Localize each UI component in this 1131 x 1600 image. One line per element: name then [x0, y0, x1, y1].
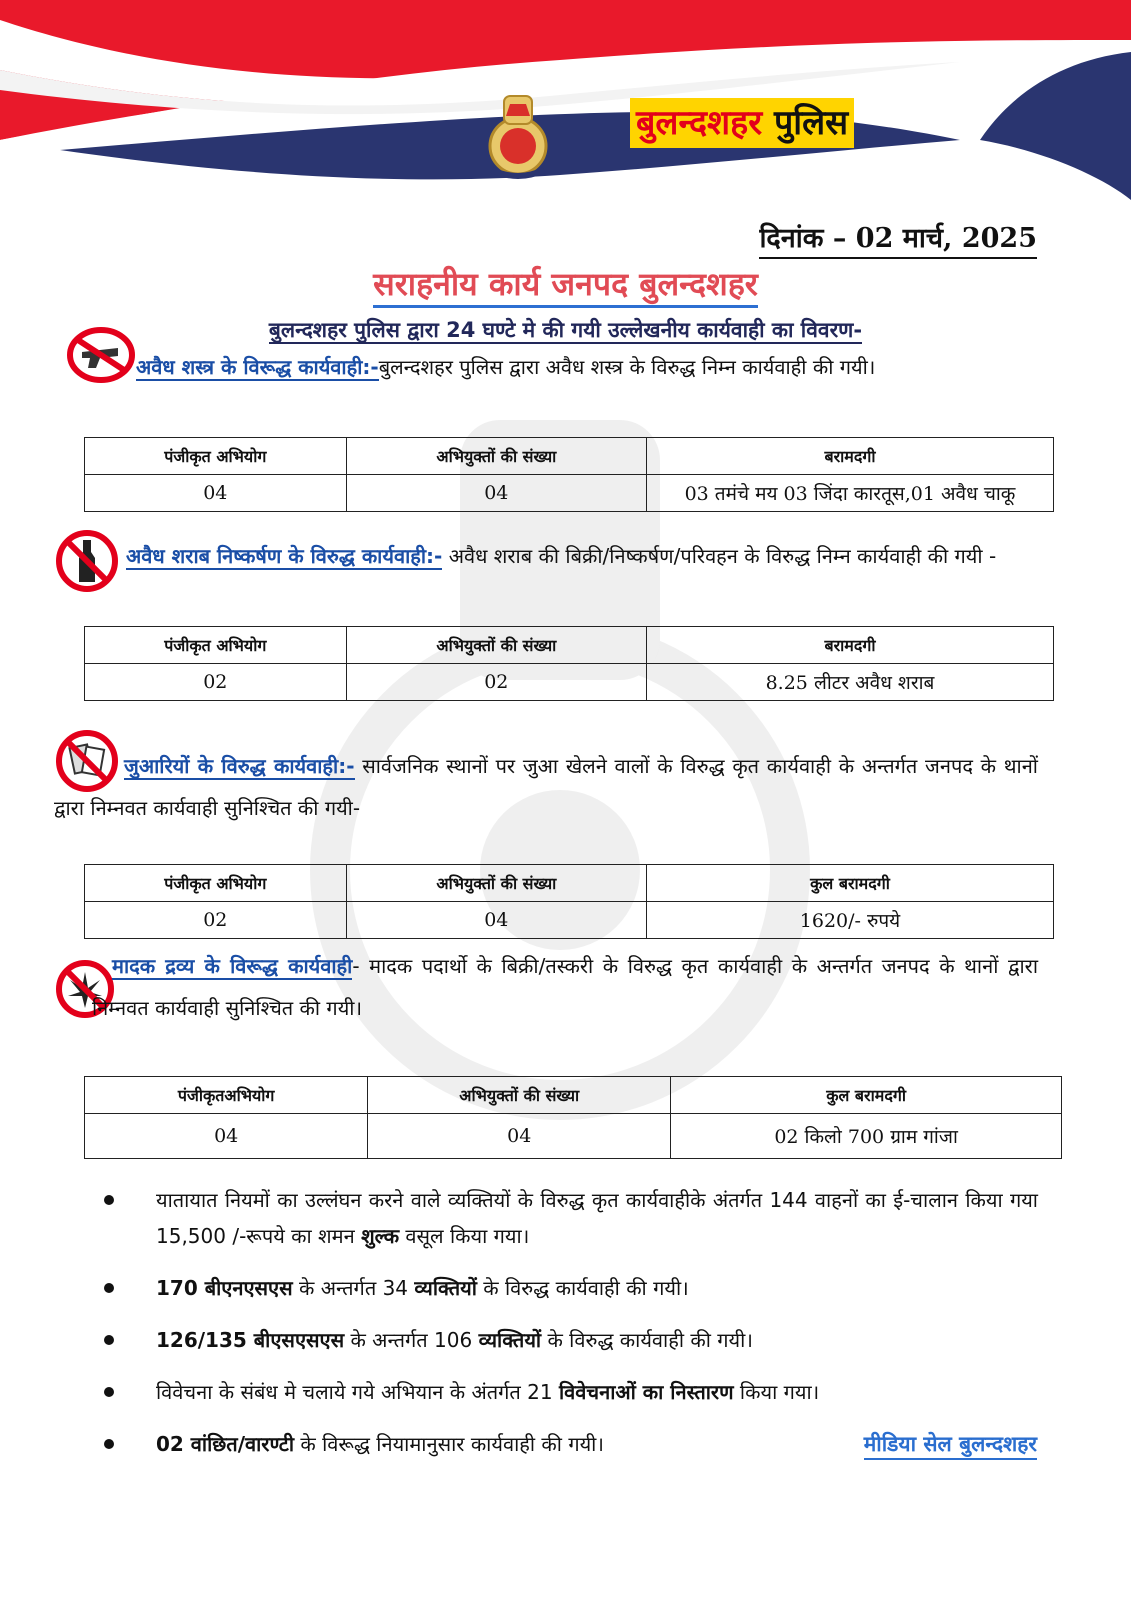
bullet-text: विवेचनाओं का निस्तारण [558, 1380, 734, 1404]
section-4-table [84, 1076, 1062, 1159]
table-row [85, 475, 1054, 512]
table-cell: 04 [85, 475, 347, 512]
table-cell: 04 [346, 902, 646, 939]
bullet-text: के विरूद्ध नियामानुसार कार्यवाही की गयी। [294, 1432, 604, 1456]
brand-district: बुलन्दशहर [636, 103, 763, 143]
table-row [85, 664, 1054, 701]
column-header: पंजीकृत अभियोग [85, 438, 347, 475]
table-cell: 02 [85, 664, 347, 701]
table-cell: 8.25 लीटर अवैध शराब [647, 664, 1054, 701]
summary-bullet-item [90, 1182, 1038, 1254]
section-3-heading: जुआरियों के विरुद्ध कार्यवाही:- [124, 754, 355, 778]
bullet-text: किया गया। [733, 1380, 820, 1404]
table-row [85, 902, 1054, 939]
bullet-text: विवेचना के संबंध मे चलाये गये अभियान के अंतर्गत 21 [156, 1380, 559, 1404]
table-cell: 1620/- रुपये [647, 902, 1054, 939]
table-row [85, 1114, 1062, 1159]
column-header: पंजीकृतअभियोग [85, 1077, 368, 1114]
bullet-text: वसूल किया गया। [399, 1224, 530, 1248]
report-date: दिनांक – 02 मार्च, 2025 [759, 218, 1037, 259]
summary-bullet-item [90, 1270, 1038, 1306]
section-3-table [84, 864, 1054, 939]
section-4-heading: मादक द्रव्य के विरूद्ध कार्यवाही [112, 954, 353, 978]
bullet-text: व्यक्तियों [414, 1276, 477, 1300]
column-header: अभियुक्तों की संख्या [368, 1077, 671, 1114]
section-3-text: जुआरियों के विरुद्ध कार्यवाही:- सार्वजनिक स्थानों पर जुआ खेलने वालों के विरुद्ध कृत कार्यवाही के अन्तर्गत जनपद के थानों द्वारा निम्नवत कार्यवाही सुनिश्चित की गयी- [54, 754, 1038, 820]
column-header: पंजीकृत अभियोग [85, 865, 347, 902]
summary-bullet-item [90, 1374, 1038, 1410]
section-1-text: अवैध शस्त्र के विरूद्ध कार्यवाही:-बुलन्दशहर पुलिस द्वारा अवैध शस्त्र के विरुद्ध निम्न कार्यवाही की गयी। [136, 355, 876, 379]
column-header: कुल बरामदगी [647, 865, 1054, 902]
table-cell: 04 [368, 1114, 671, 1159]
footer-signature: मीडिया सेल बुलन्दशहर [864, 1430, 1037, 1460]
bullet-text: के अन्तर्गत 34 [292, 1276, 415, 1300]
brand-name [630, 98, 854, 148]
bullet-text: के विरुद्ध कार्यवाही की गयी। [541, 1328, 753, 1352]
column-header: अभियुक्तों की संख्या [346, 438, 646, 475]
section-2-heading: अवैध शराब निष्कर्षण के विरुद्ध कार्यवाही:- [126, 544, 443, 568]
brand-police: पुलिस [773, 103, 849, 143]
bullet-text: के विरुद्ध कार्यवाही की गयी। [476, 1276, 689, 1300]
bullet-text: व्यक्तियों [478, 1328, 542, 1352]
column-header: अभियुक्तों की संख्या [346, 865, 646, 902]
bullet-text: 126/135 बीएसएसएस [156, 1328, 345, 1352]
table-cell: 04 [346, 475, 646, 512]
column-header: कुल बरामदगी [671, 1077, 1062, 1114]
column-header: बरामदगी [647, 438, 1054, 475]
section-2-table [84, 626, 1054, 701]
column-header: बरामदगी [647, 627, 1054, 664]
section-4-text: मादक द्रव्य के विरूद्ध कार्यवाही- मादक पदार्थो के बिक्री/तस्करी के विरुद्ध कृत कार्यवाही के अन्तर्गत जनपद के थानों द्वारा निम्नवत कार्यवाही सुनिश्चित की गयी। [92, 954, 1038, 1020]
bullet-text: 02 वांछित/वारण्टी [156, 1432, 295, 1456]
bullet-text: यातायात नियमों का उल्लंघन करने वाले व्यक्तियों के विरुद्ध कृत कार्यवाहीके अंतर्गत 144 वाहनों का ई-चालान किया गया 15,500 /-रूपये का शमन [156, 1188, 1038, 1248]
column-header: पंजीकृत अभियोग [85, 627, 347, 664]
table-cell: 02 [85, 902, 347, 939]
bullet-text: शुल्क [361, 1224, 400, 1248]
table-cell: 02 [346, 664, 646, 701]
section-1-table [84, 437, 1054, 512]
table-cell: 02 किलो 700 ग्राम गांजा [671, 1114, 1062, 1159]
up-police-emblem [470, 86, 566, 182]
table-header-row [85, 438, 1054, 475]
table-header-row [85, 627, 1054, 664]
table-cell: 03 तमंचे मय 03 जिंदा कारतूस,01 अवैध चाकू [647, 475, 1054, 512]
summary-bullet-item [90, 1322, 1038, 1358]
table-header-row [85, 865, 1054, 902]
page-subtitle: बुलन्दशहर पुलिस द्वारा 24 घण्टे मे की गयी उल्लेखनीय कार्यवाही का विवरण- [268, 318, 863, 342]
section-1-heading: अवैध शस्त्र के विरूद्ध कार्यवाही:- [136, 355, 379, 379]
section-2-text: अवैध शराब निष्कर्षण के विरुद्ध कार्यवाही:- अवैध शराब की बिक्री/निष्कर्षण/परिवहन के विरुद्ध निम्न कार्यवाही की गयी - [126, 544, 997, 568]
table-header-row [85, 1077, 1062, 1114]
page-title: सराहनीय कार्य जनपद बुलन्दशहर [0, 262, 1131, 305]
column-header: अभियुक्तों की संख्या [346, 627, 646, 664]
bullet-text: 170 बीएनएसएस [156, 1276, 293, 1300]
bullet-text: के अन्तर्गत 106 [344, 1328, 479, 1352]
table-cell: 04 [85, 1114, 368, 1159]
